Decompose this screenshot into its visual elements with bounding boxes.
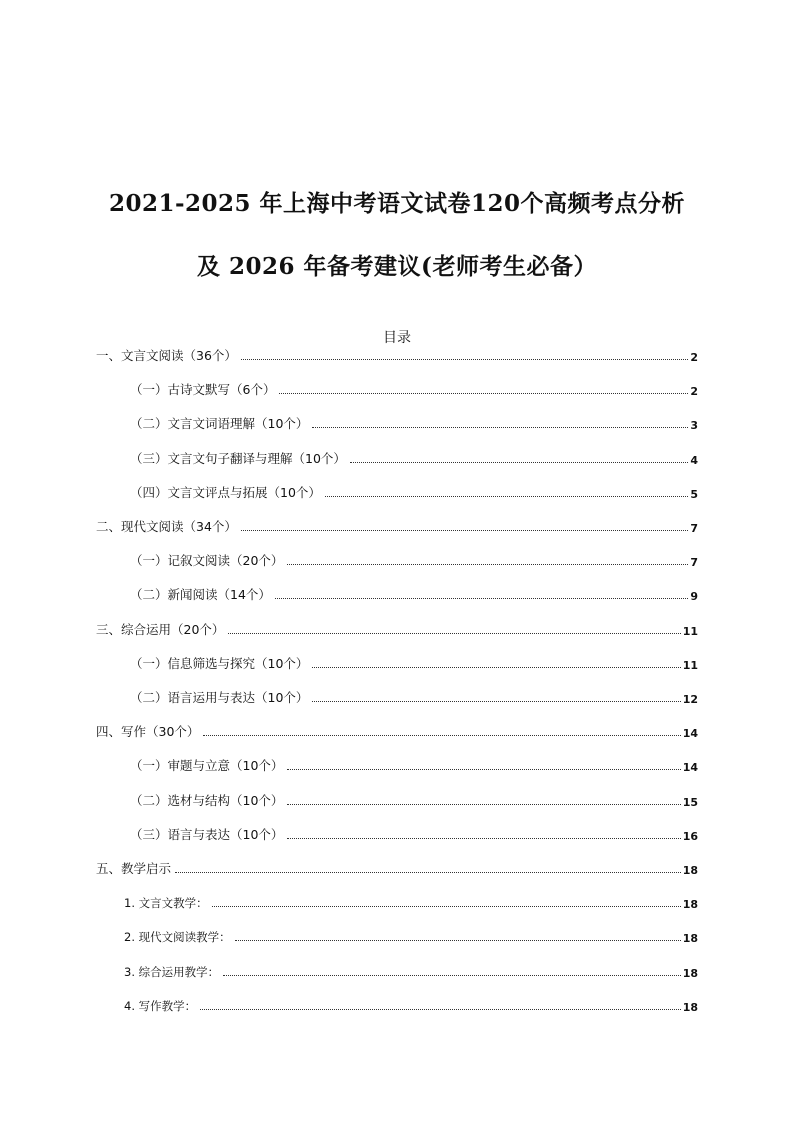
- toc-entry-label: 2. 现代文阅读教学：: [124, 930, 231, 945]
- toc-entry-page-number: 11: [682, 624, 698, 638]
- toc-entry[interactable]: [124, 889, 698, 911]
- toc-entry-page-number: 7: [690, 522, 698, 535]
- toc-entry[interactable]: [130, 376, 698, 398]
- toc-entry-label: （二）选材与结构（10个）: [130, 792, 284, 808]
- toc-entry-page-number: 18: [682, 932, 698, 946]
- toc-entry-page-number: 11: [682, 658, 698, 672]
- toc-entry-label: 一、文言文阅读（36个）: [96, 348, 237, 363]
- toc-entry[interactable]: [130, 787, 698, 809]
- toc-dot-leader: [228, 633, 680, 634]
- document-title-line-2: 及 2026 年备考建议(老师考生必备）: [197, 253, 597, 280]
- toc-entry-page-number: 18: [682, 1000, 698, 1014]
- toc-dot-leader: [235, 940, 681, 941]
- toc-entry-page-number: 12: [682, 693, 698, 706]
- toc-entry[interactable]: [124, 992, 698, 1014]
- toc-entry-page-number: 18: [682, 864, 698, 877]
- toc-entry-label: （一）审题与立意（10个）: [130, 758, 284, 774]
- toc-entry[interactable]: [130, 479, 698, 501]
- toc-entry-page-number: 18: [682, 966, 698, 980]
- toc-entry-page-number: 5: [690, 487, 698, 501]
- toc-entry[interactable]: [96, 513, 698, 535]
- toc-entry[interactable]: [130, 684, 698, 706]
- toc-dot-leader: [241, 359, 688, 360]
- toc-dot-leader: [287, 769, 680, 770]
- toc-entry-page-number: 14: [682, 761, 698, 775]
- document-title-line-1: 2021-2025 年上海中考语文试卷120个高频考点分析: [108, 190, 686, 217]
- toc-entry-label: 4. 写作教学：: [124, 998, 197, 1013]
- toc-dot-leader: [200, 1009, 681, 1010]
- toc-entry-page-number: 16: [682, 829, 698, 843]
- toc-dot-leader: [287, 564, 688, 565]
- toc-entry-label: 三、综合运用（20个）: [96, 621, 225, 637]
- toc-dot-leader: [241, 530, 688, 531]
- toc-entry[interactable]: [130, 821, 698, 843]
- toc-dot-leader: [203, 735, 680, 736]
- toc-entry-page-number: 3: [690, 419, 698, 433]
- toc-entry-page-number: 14: [682, 727, 698, 741]
- toc-entry-page-number: 18: [682, 898, 698, 912]
- toc-dot-leader: [287, 804, 680, 805]
- toc-dot-leader: [312, 427, 688, 428]
- toc-entry-label: （一）信息筛选与探究（10个）: [130, 655, 309, 671]
- toc-entry[interactable]: [130, 410, 698, 432]
- toc-entry-label: （二）新闻阅读（14个）: [130, 587, 271, 603]
- toc-entry-label: 3. 综合运用教学：: [124, 964, 220, 979]
- toc-dot-leader: [175, 872, 681, 873]
- toc-dot-leader: [212, 906, 681, 907]
- toc-entry-label: （四）文言文评点与拓展（10个）: [130, 484, 321, 500]
- toc-entry[interactable]: [96, 718, 698, 740]
- toc-entry-page-number: 2: [690, 351, 698, 364]
- toc-entry[interactable]: [124, 923, 698, 945]
- toc-entry-page-number: 2: [690, 385, 698, 399]
- toc-entry-label: 1. 文言文教学：: [124, 896, 208, 911]
- toc-entry-page-number: 9: [690, 590, 698, 604]
- toc-entry-label: （二）语言运用与表达（10个）: [130, 690, 309, 705]
- toc-entry-label: （二）文言文词语理解（10个）: [130, 416, 309, 432]
- toc-entry-label: （一）记叙文阅读（20个）: [130, 553, 284, 569]
- toc-entry-label: （三）文言文句子翻译与理解（10个）: [130, 450, 346, 466]
- toc-entry[interactable]: [130, 650, 698, 672]
- toc-dot-leader: [287, 838, 680, 839]
- toc-entry[interactable]: [130, 752, 698, 774]
- toc-heading: 目录: [383, 330, 411, 346]
- toc-entry[interactable]: [96, 616, 698, 638]
- toc-dot-leader: [223, 975, 681, 976]
- toc-dot-leader: [312, 701, 680, 702]
- toc-dot-leader: [350, 462, 688, 463]
- toc-entry-page-number: 4: [690, 453, 698, 467]
- toc-entry[interactable]: [124, 958, 698, 980]
- toc-entry-page-number: 7: [690, 556, 698, 570]
- toc-entry-label: （三）语言与表达（10个）: [130, 826, 284, 842]
- toc-entry-label: 五、教学启示: [96, 861, 172, 876]
- toc-entry[interactable]: [130, 547, 698, 569]
- toc-entry-label: （一）古诗文默写（6个）: [130, 382, 276, 398]
- toc-entry[interactable]: [130, 445, 698, 467]
- toc-entry[interactable]: [96, 342, 698, 364]
- toc-entry-label: 四、写作（30个）: [96, 724, 200, 740]
- toc-dot-leader: [325, 496, 688, 497]
- toc-entry-label: 二、现代文阅读（34个）: [96, 519, 237, 534]
- toc-dot-leader: [312, 667, 680, 668]
- toc-entry-page-number: 15: [682, 795, 698, 809]
- toc-entry[interactable]: [96, 855, 698, 877]
- toc-dot-leader: [279, 393, 688, 394]
- toc-dot-leader: [275, 598, 688, 599]
- toc-entry[interactable]: [130, 581, 698, 603]
